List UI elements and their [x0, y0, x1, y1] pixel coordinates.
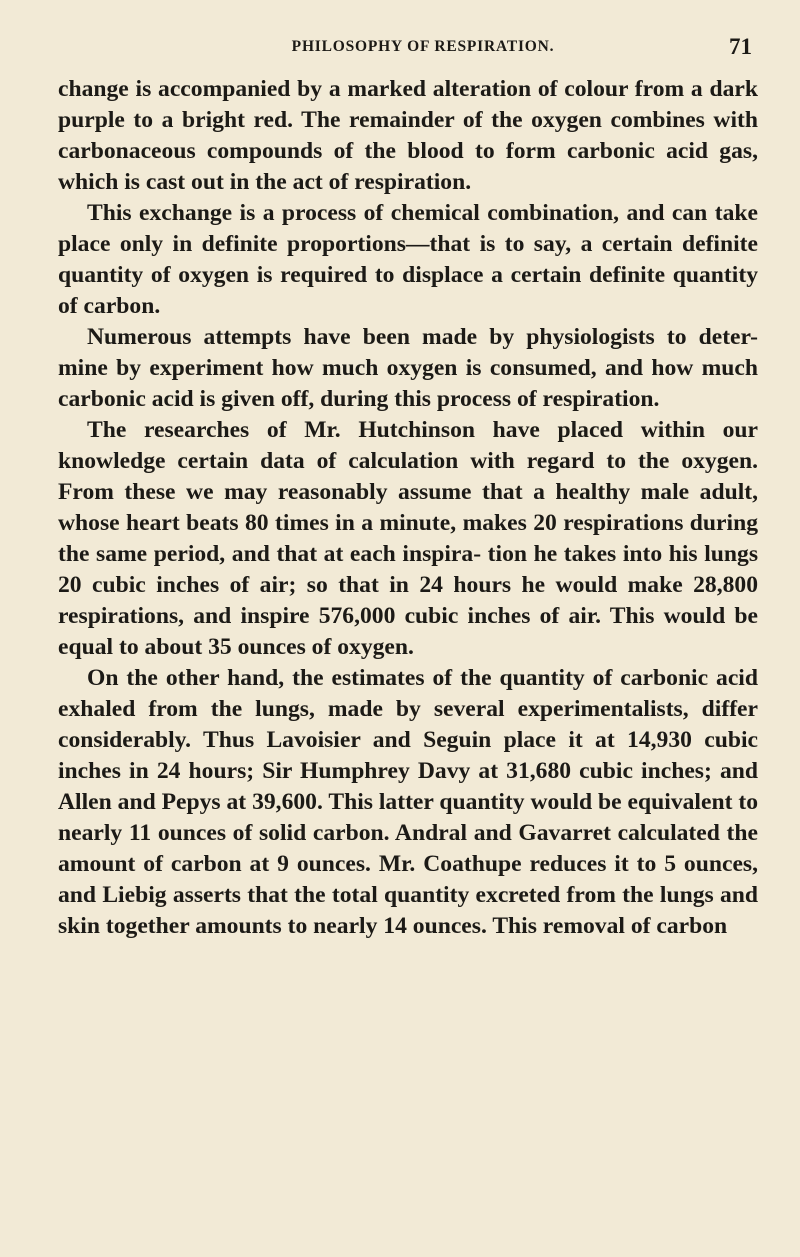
- paragraph-experiments: Numerous attempts have been made by physiologists to deter- mine by experiment how much oxygen is consumed, and how much carbonic acid is given off, during this process of respiration.: [58, 324, 758, 412]
- paragraph-chemical-combination: This exchange is a process of chemical combination, and can take place only in definite proportions—that is to say, a certain definite quantity of oxygen is required to displace a certain definite quantity of carbon.: [58, 200, 758, 319]
- body-text: [58, 74, 758, 942]
- page-number: 71: [729, 34, 752, 59]
- paragraph-hutchinson: The researches of Mr. Hutchinson have placed within our knowledge certain data of calculation with regard to the oxygen. From these we may reasonably assume that a healthy male adult, whose heart beats 80 times in a minute, makes 20 respirations during the same period, and that at each inspira- tion he takes into his lungs 20 cubic inches of air; so that in 24 hours he would make 28,800 respirations, and inspire 576,000 cubic inches of air. This would be equal to about 35 ounces of oxygen.: [58, 417, 758, 660]
- paragraph-carbonic-acid-estimates: On the other hand, the estimates of the quantity of carbonic acid exhaled from the lungs, made by several experimentalists, differ considerably. Thus Lavoisier and Seguin place it at 14,930 cubic inches in 24 hours; Sir Humphrey Davy at 31,680 cubic inches; and Allen and Pepys at 39,600. This latter quantity would be equivalent to nearly 11 ounces of solid carbon. Andral and Gavarret calculated the amount of carbon at 9 ounces. Mr. Coathupe reduces it to 5 ounces, and Liebig asserts that the total quantity excreted from the lungs and skin together amounts to nearly 14 ounces. This removal of carbon: [58, 665, 758, 939]
- page-header: [58, 34, 758, 68]
- paragraph-continuation: change is accompanied by a marked alteration of colour from a dark purple to a bright red. The remainder of the oxygen combines with carbonaceous compounds of the blood to form carbonic acid gas, which is cast out in the act of respiration.: [58, 76, 758, 195]
- running-title: PHILOSOPHY OF RESPIRATION.: [291, 38, 555, 55]
